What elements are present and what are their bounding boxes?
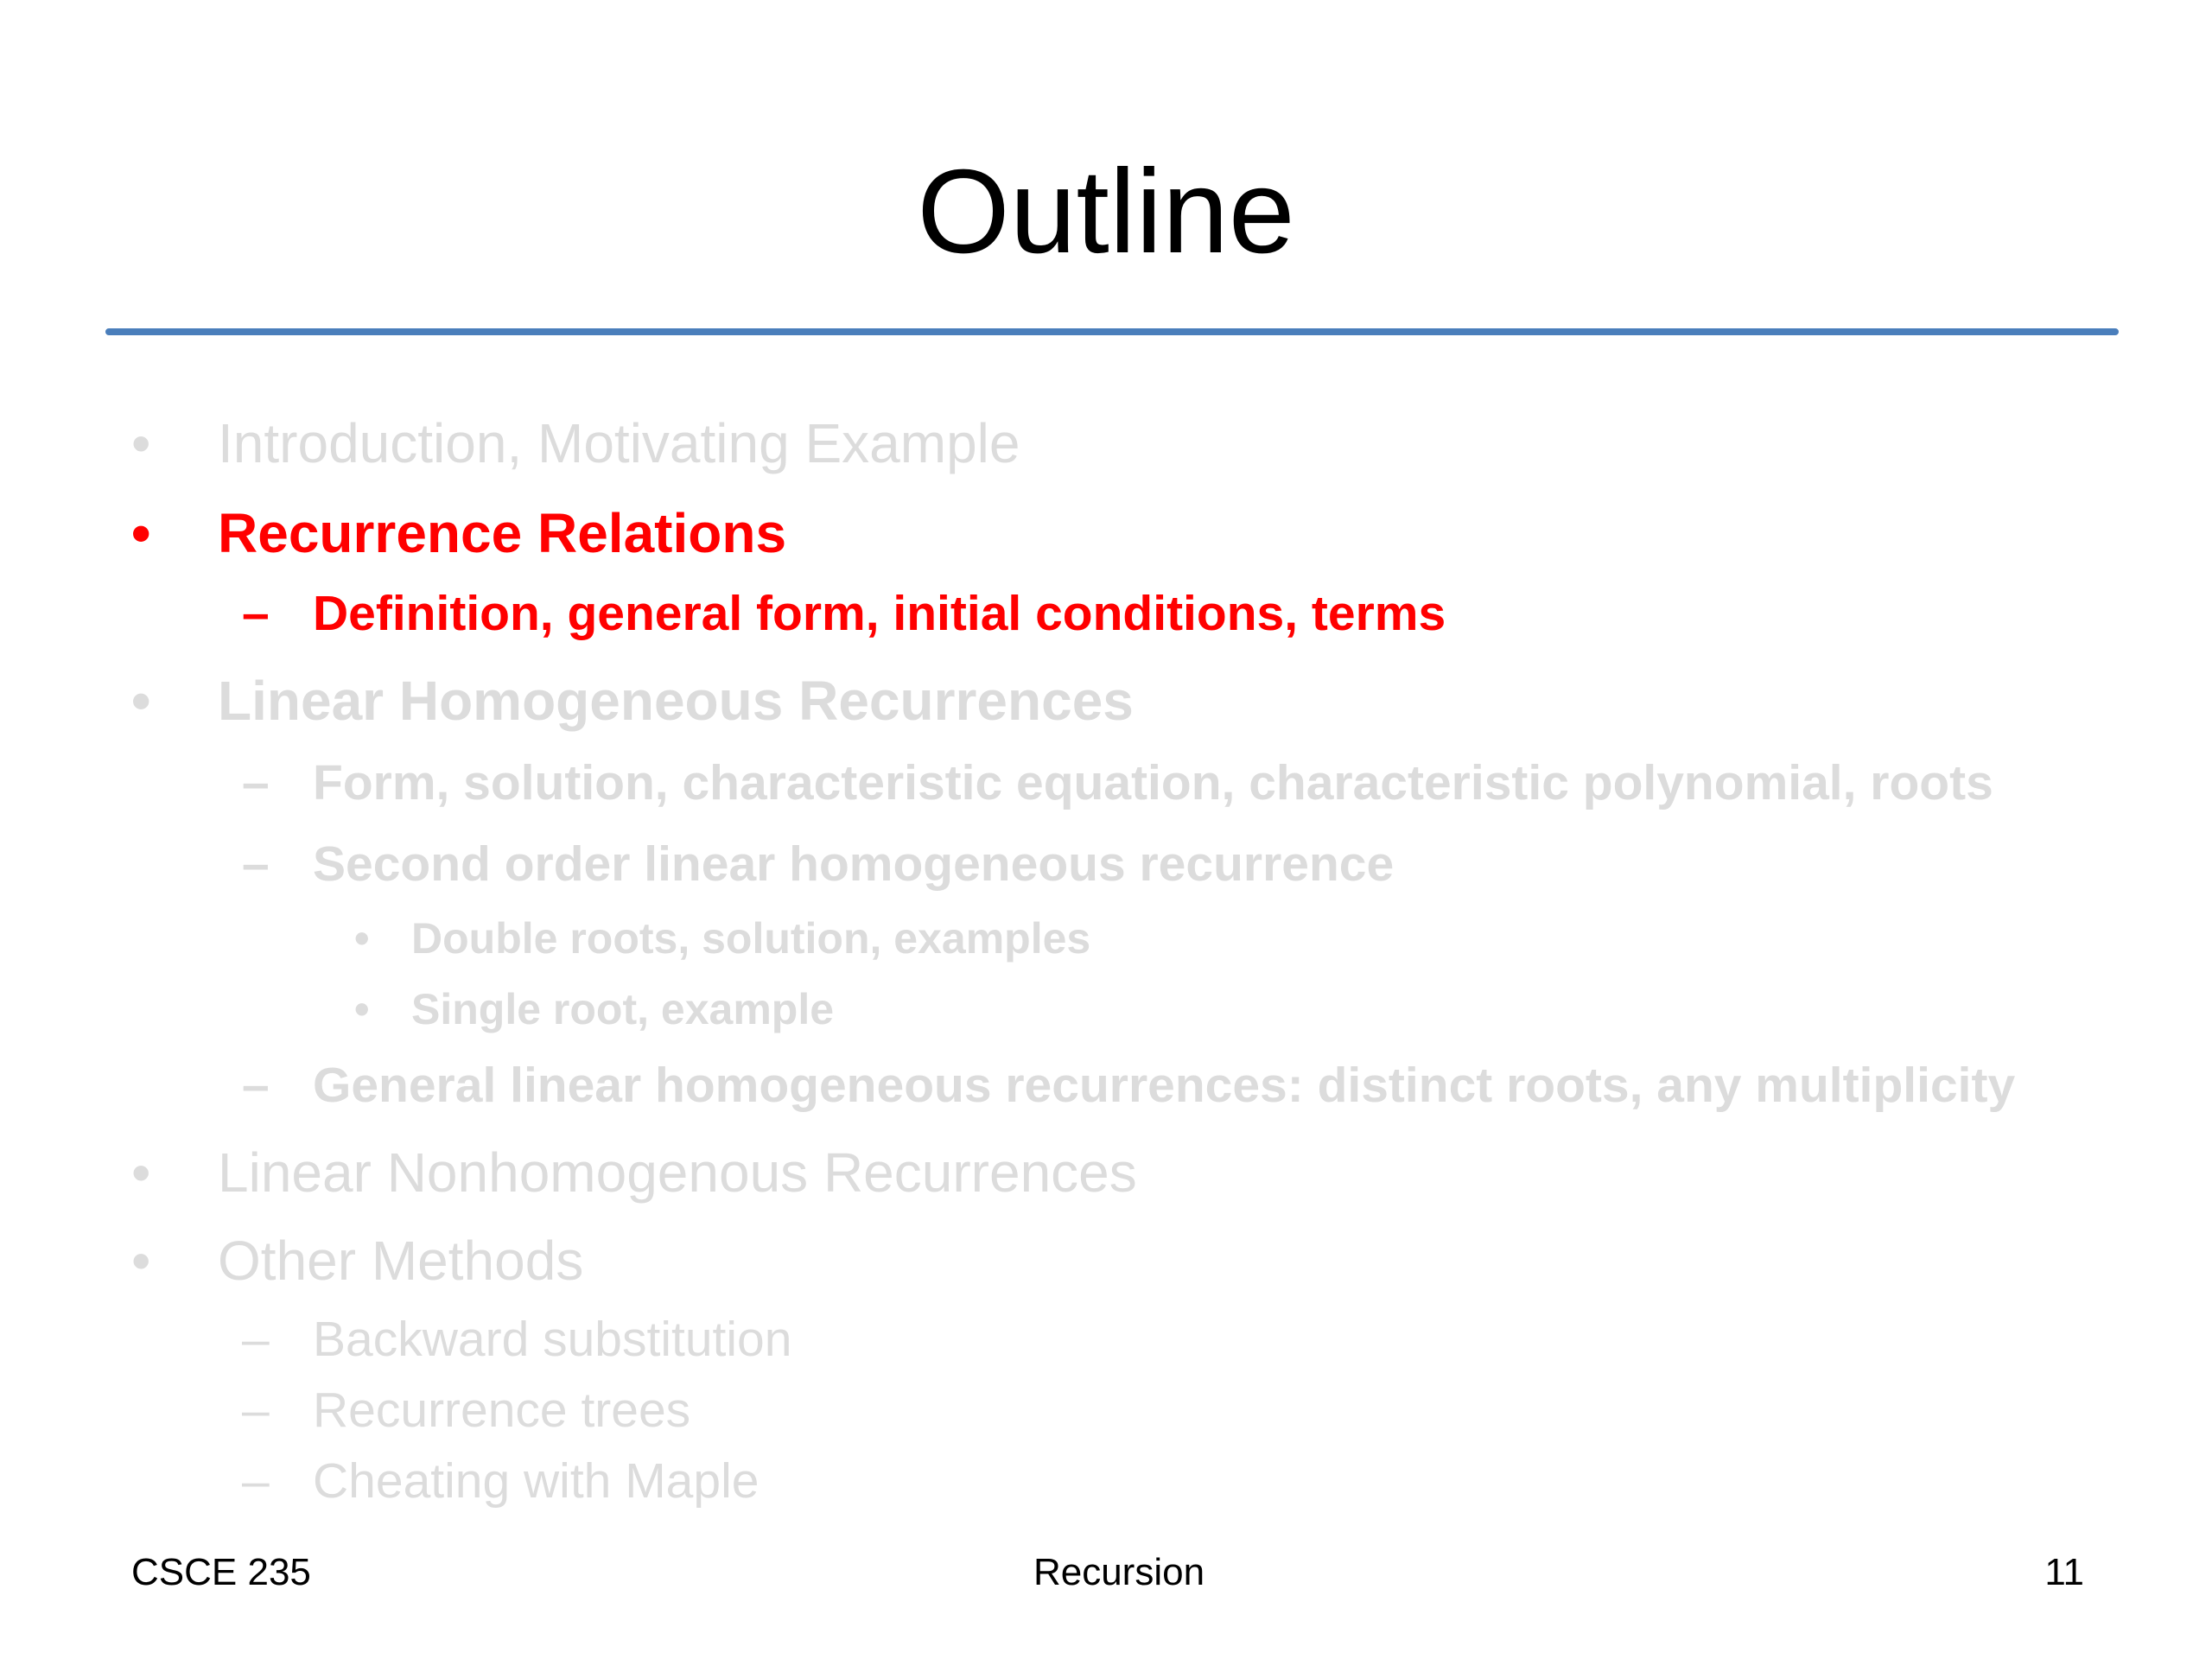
dash-marker: – xyxy=(242,586,270,641)
outline-item-label: Double roots, solution, examples xyxy=(411,914,1091,963)
bullet-marker: • xyxy=(131,670,151,732)
outline-item-label: Linear Homogeneous Recurrences xyxy=(218,670,1134,732)
outline-item-label: Other Methods xyxy=(218,1230,584,1292)
footer-course: CSCE 235 xyxy=(131,1551,311,1593)
dash-marker: – xyxy=(242,1312,270,1367)
dash-marker: – xyxy=(242,1382,270,1438)
dash-marker: – xyxy=(242,755,270,810)
bullet-marker: • xyxy=(131,1141,151,1204)
dash-marker: – xyxy=(242,1058,270,1113)
slide-title: Outline xyxy=(917,145,1295,278)
dash-marker: – xyxy=(242,1453,270,1509)
outline-item-label: Second order linear homogeneous recurrence xyxy=(313,836,1395,892)
outline-item-label: Recurrence trees xyxy=(313,1382,691,1438)
footer-topic: Recursion xyxy=(1033,1551,1205,1593)
outline-item-label: Form, solution, characteristic equation, characteristic polynomial, roots xyxy=(313,755,1993,810)
outline-item-label: Cheating with Maple xyxy=(313,1453,760,1509)
outline-item-label: Recurrence Relations xyxy=(218,502,787,564)
outline-item-label: Linear Nonhomogenous Recurrences xyxy=(218,1141,1137,1204)
outline-item-label: General linear homogeneous recurrences: distinct roots, any multiplicity xyxy=(313,1058,2016,1113)
title-underline xyxy=(105,328,2119,335)
footer-page-number: 11 xyxy=(2044,1551,2084,1593)
bullet-marker: • xyxy=(131,502,151,564)
outline-item-label: Backward substitution xyxy=(313,1312,792,1367)
bullet-marker: • xyxy=(131,412,151,474)
bullet-marker: • xyxy=(354,985,370,1033)
bullet-marker: • xyxy=(354,914,370,963)
outline-item-label: Introduction, Motivating Example xyxy=(218,412,1020,474)
bullet-marker: • xyxy=(131,1230,151,1292)
dash-marker: – xyxy=(242,836,270,892)
outline-item-label: Single root, example xyxy=(411,985,835,1033)
outline-item-label: Definition, general form, initial conditions, terms xyxy=(313,586,1446,641)
